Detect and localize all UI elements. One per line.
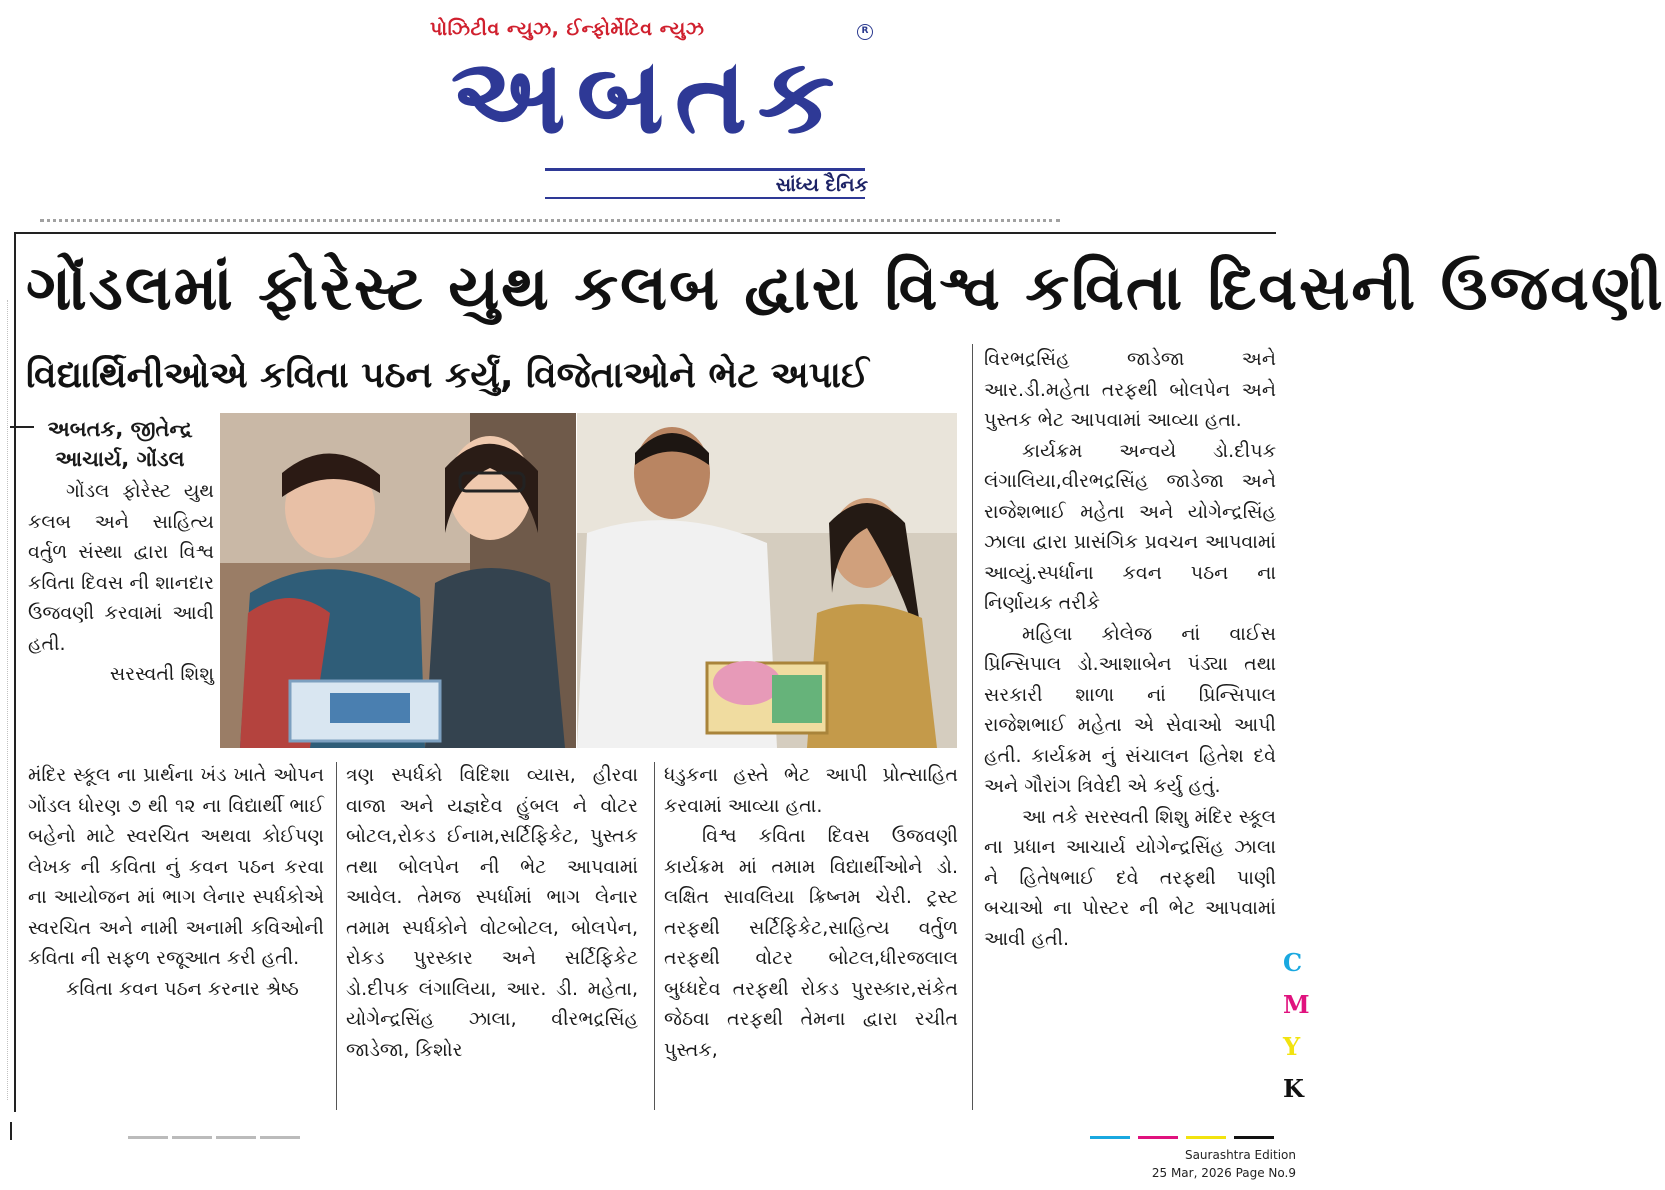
- registration-bar-black: [1234, 1136, 1274, 1139]
- crop-mark: [10, 1122, 12, 1140]
- registration-bar-gray-2: [172, 1136, 212, 1139]
- masthead-logo: અબતક: [450, 35, 846, 157]
- column-2-paragraph: ત્રણ સ્પર્ધકો વિદિશા વ્યાસ, હીરવા વાજા અને યજ્ઞદેવ હુંબલ ને વોટર બોટલ,રોકડ ઈનામ,સર્ટિફિકેટ, પુસ્તક તથા બોલપેન ની ભેટ આપવામાં આવેલ. તેમજ સ્પર્ધામાં ભાગ લેનાર તમામ સ્પર્ધકોને વોટબોટલ, બોલપેન, રોકડ પુરસ્કાર અને સર્ટિફિકેટ ડો.દીપક લંગાલિયા, આર. ડી. મહેતા, યોગેન્દ્રસિંહ ઝાલા, વીરભદ્રસિંહ જાડેજા, કિશોર: [346, 764, 638, 1061]
- lead-paragraph: ગોંડલ ફોરેસ્ટ યુથ કલબ અને સાહિત્ય વર્તુળ સંસ્થા દ્વારા વિશ્વ કવિતા દિવસ ની શાનદાર ઉજવણી કરવામાં આવી હતી.: [28, 480, 214, 655]
- registration-bar-magenta: [1138, 1136, 1178, 1139]
- cmyk-label-cyan: C: [1283, 948, 1303, 977]
- registration-bar-gray-1: [128, 1136, 168, 1139]
- article-frame-left: [14, 232, 16, 1112]
- cmyk-label-magenta: M: [1283, 990, 1310, 1019]
- article-column-3: [664, 760, 958, 1065]
- masthead-rule-bottom: [545, 197, 865, 199]
- article-column-1: [28, 760, 324, 1004]
- masthead-tagline: પોઝિટીવ ન્યુઝ, ઈન્ફોર્મેટિવ ન્યુઝ: [430, 18, 705, 40]
- column-rule-2: [654, 762, 655, 1110]
- article-column-4: [984, 344, 1276, 954]
- registration-bar-yellow: [1186, 1136, 1226, 1139]
- column-1-paragraph-1: મંદિર સ્કૂલ ના પ્રાર્થના ખંડ ખાતે ઓપન ગોંડલ ધોરણ ૭ થી ૧૨ ના વિદ્યાર્થી ભાઈ બહેનો માટે સ્વરચિત અથવા કોઈપણ લેખક ની કવિતા નું કવન પઠન કરવા ના આયોજન માં ભાગ લેનાર સ્પર્ધકોએ સ્વરચિત અને નામી અનામી કવિઓની કવિતા ની સફળ રજૂઆત કરી હતી.: [28, 764, 324, 969]
- column-3-paragraph-2: વિશ્વ કવિતા દિવસ ઉજવણી કાર્યક્રમ માં તમામ વિદ્યાર્થીઓને ડો. લક્ષિત સાવલિયા ક્રિષ્નમ ચેરી. ટ્રસ્ટ તરફથી સર્ટિફિકેટ,સાહિત્ય વર્તુળ તરફથી વોટર બોટલ,ધીરજલાલ બુધ્ધદેવ તરફથી રોકડ પુરસ્કાર,સંકેત જેઠવા તરફથી તેમના દ્વારા રચીત પુસ્તક,: [664, 825, 958, 1061]
- registered-mark-icon: R: [857, 24, 873, 40]
- column-4-paragraph-2: કાર્યક્રમ અન્વયે ડો.દીપક લંગાલિયા,વીરભદ્રસિંહ જાડેજા અને રાજેશભાઈ મહેતા અને યોગેન્દ્રસિંહ ઝાલા દ્વારા પ્રાસંગિક પ્રવચન આપવામાં આવ્યું.સ્પર્ધાના કવન પઠન ના નિર્ણાયક તરીકે: [984, 439, 1276, 614]
- cropped-text-strip: [40, 208, 1060, 222]
- edition-name: Saurashtra Edition: [1184, 1148, 1296, 1162]
- article-subheadline: વિદ્યાર્થિનીઓએ કવિતા પઠન કર્યું, વિજેતાઓને ભેટ અપાઈ: [26, 355, 869, 396]
- column-3-paragraph-1: ધડુકના હસ્તે ભેટ આપી પ્રોત્સાહિત કરવામાં આવ્યા હતા.: [664, 764, 958, 817]
- photo-award-presentation-man: [577, 413, 957, 748]
- column-1-paragraph-2: કવિતા કવન પઠન કરનાર શ્રેષ્ઠ: [66, 977, 299, 1000]
- article-frame-top: [14, 232, 1276, 234]
- column-4-paragraph-3: મહિલા કોલેજ નાં વાઈસ પ્રિન્સિપાલ ડો.આશાબેન પંડ્યા તથા સરકારી શાળા નાં પ્રિન્સિપાલ રાજેશભાઈ મહેતા એ સેવાઓ આપી હતી. કાર્યક્રમ નું સંચાલન હિતેશ દવે અને ગૌરાંગ ત્રિવેદી એ કર્યુ હતું.: [984, 622, 1276, 797]
- photo-illustration-2: [577, 413, 957, 748]
- column-rule-3: [972, 344, 973, 1110]
- article-column-2: [346, 760, 638, 1065]
- masthead-subtitle: સાંધ્ય દૈનિક: [775, 174, 868, 196]
- byline-line-1: અબતક, જીતેન્દ્ર: [47, 417, 193, 441]
- article-headline: ગોંડલમાં ફોરેસ્ટ યુથ કલબ દ્વારા વિશ્વ કવિતા દિવસની ઉજવણી: [26, 251, 1665, 324]
- photo-illustration-1: [220, 413, 576, 748]
- cmyk-label-black: K: [1283, 1074, 1304, 1103]
- registration-bar-cyan: [1090, 1136, 1130, 1139]
- edition-info: [1100, 1146, 1296, 1182]
- column-4-paragraph-4: આ તકે સરસ્વતી શિશુ મંદિર સ્કૂલ ના પ્રધાન આચાર્ય યોગેન્દ્રસિંહ ઝાલા ને હિતેષભાઈ દવે તરફથી પાણી બચાઓ ના પોસ્ટર ની ભેટ આપવામાં આવી હતી.: [984, 805, 1276, 950]
- masthead-rule-top: [545, 168, 865, 171]
- column-rule-1: [336, 762, 337, 1110]
- photo-award-presentation-women: [220, 413, 576, 748]
- crop-edge-marks: [0, 300, 8, 1100]
- article-lead-column: [28, 476, 214, 690]
- registration-bar-gray-4: [260, 1136, 300, 1139]
- edition-date-page: 25 Mar, 2026 Page No.9: [1151, 1166, 1296, 1180]
- lead-continuation: સરસ્વતી શિશુ: [109, 663, 214, 685]
- byline-line-2: આચાર્ય, ગોંડલ: [55, 447, 185, 471]
- article-byline: [30, 414, 210, 474]
- registration-bar-gray-3: [216, 1136, 256, 1139]
- column-4-paragraph-1: વિરભદ્રસિંહ જાડેજા અને આર.ડી.મહેતા તરફથી બોલપેન અને પુસ્તક ભેટ આપવામાં આવ્યા હતા.: [984, 348, 1276, 431]
- cmyk-label-yellow: Y: [1283, 1032, 1301, 1061]
